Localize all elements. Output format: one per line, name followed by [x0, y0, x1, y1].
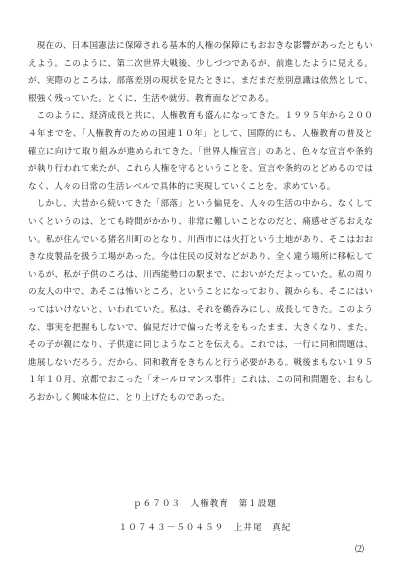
page-number: ⑵ [354, 545, 364, 555]
paragraph-3: しかし、大昔から続いてきた「部落」という偏見を、人々の生活の中から、なくしていくというのは、とても時間がかかり、非常に難しいことなのだと、痛感せざるおえない。私が住んでいる猪名川町のとなり、川西市には火打という土地があり、そこはおおきな皮製品を扱う工場があった。今は住民の反対などがあり、全く違う場所に移転しているが、私が子供のころは、川西能勢口の駅まで、においがただよっていた。私の周りの友人の中で、あそこは怖いところ、ということになっており、親からも、そこにはいってはいけないと、いわれていた。私は、それを鵜呑みにし、成長してきた。このような、事実を把握もしないで、偏見だけで偏った考えをもったまま、大きくなり、また、その子が親になり、子供達に同じようなことを伝える。これでは、一行に同和問題は、進展しないだろう。だから、同和教育をきちんと行う必要がある。戦後まもない１９５１年１０月、京都でおこった「オールロマンス事件」これは、この同和問題を、おもしろおかしく興味本位に、とり上げたものであった。 [28, 199, 373, 403]
paragraph-2: このように、経済成長と共に、人権教育も盛んになってきた。１９９５年から２００４年までを、「人権教育のための国連１０年」として、国際的にも、人権教育の普及と確立に向けて取り組みが進められてきた。「世界人権宣言」のあと、色々な宣言や条約が執り行われて来たが、これら人権を守るということを、宣言や条約のとどめるのではなく、人々の日常の生活レベルで具体的に実現していくことを、求めている。 [28, 111, 373, 192]
student-info-line: １０７４３－５０４５９ 上井尾 真紀 [118, 523, 292, 533]
paragraph-1: 現在の、日本国憲法に保障される基本的人権の保障にもおおきな影響があったともいえよう。このように、第二次世界大戦後、少しづつであるが、前進したように見える。が、実際のところは、部落差別の現状を見たときに、まだまだ差別意識は依然として、根強く残っていた。とくに、生活や就労、教育面などである。 [28, 41, 373, 104]
course-info-line: ｐ６７０３ 人権教育 第１設題 [133, 499, 277, 509]
essay-body [28, 38, 373, 407]
